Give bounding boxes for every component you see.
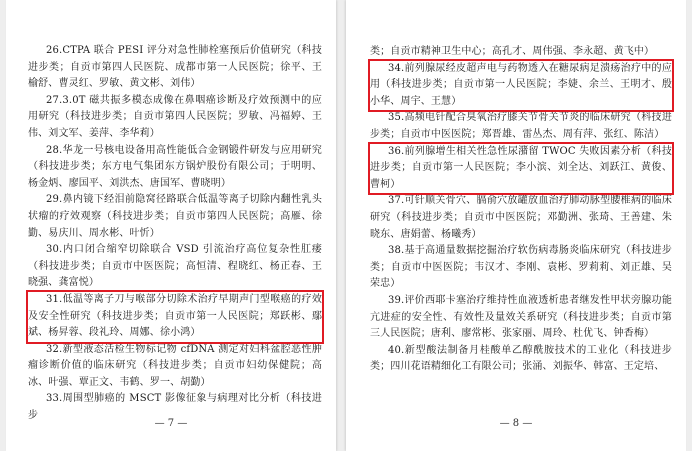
entry-38: 38.基于高通量数据挖掘治疗软伤病毒肠炎临床研究（科技进步类；自贡市中医医院；韦汉才、李刚、袁彬、罗莉莉、刘正雄、吴荣忠） — [370, 245, 672, 290]
entry-31-highlighted: 31.低温等离子刀与喉部分切除术治疗早期声门型喉癌的疗效及安全性研究（科技进步类；自贡市第一人民医院；郑跃彬、鄢斌、杨昇蓉、段礼玲、周娜、徐小鸿） — [28, 292, 322, 342]
document-page-left — [6, 0, 336, 451]
entry-39: 39.评价西耶卡塞治疗维持性血液透析患者继发性甲状旁腺功能亢进症的安全性、有效性及量效关系研究（科技进步类；自贡市第三人民医院；唐利、廖常彬、张家丽、周玲、杜优飞、钟香梅） — [370, 294, 672, 340]
page-number-left: — 7 — — [154, 418, 188, 429]
entry-36-highlighted: 36.前列腺增生相关性急性尿潴留 TWOC 失败因素分析（科技进步类；自贡市第一人民医院；李小滨、刘全达、刘跃江、黄俊、曹柯） — [370, 144, 672, 194]
entry-27: 27.3.0T 磁共振多模态成像在鼻咽癌诊断及疗效预测中的应用研究（科技进步类；自贡市第四人民医院；罗敏、冯福婷、王伟、刘文军、姜萍、李华莉） — [28, 94, 322, 139]
entry-30: 30.内口闭合缩窄切除联合 VSD 引流治疗高位复杂性肛瘘（科技进步类；自贡市中医医院；高恒清、程晓红、杨正春、王晓强、龚富悦） — [28, 244, 322, 289]
document-page-right — [346, 0, 686, 451]
entry-32: 32.新型液态活检生物标记物 cfDNA 测定对妇科盆腔恶性肿瘤诊断价值的临床研究（科技进步类；自贡市妇幼保健院；高冰、叶强、覃正文、韦鹤、罗一、胡勤） — [28, 343, 322, 388]
entry-40: 40.新型酸法制备月桂酸单乙醇酰胺技术的工业化（科技进步类；四川花语精细化工有限公司；张涌、刘振华、韩富、王定培、 — [370, 344, 672, 373]
entry-26: 26.CTPA 联合 PESI 评分对急性肺栓塞预后价值研究（科技进步类；自贡市第四人民医院、成都市第一人民医院；徐平、王榆舒、曹灵红、罗敏、黄文彬、刘伟） — [28, 45, 322, 90]
left-page-content — [28, 43, 322, 425]
right-page-content — [370, 44, 672, 376]
entry-29: 29.鼻内镜下经泪前隐窝径路联合低温等离子切除内翻性乳头状瘤的疗效观察（科技进步类；自贡市第四人民医院；高雁、徐勤、易庆川、周水彬、叶忻） — [28, 194, 322, 239]
entry-33-continuation: 类；自贡市精神卫生中心；高孔才、周伟强、李永超、黄飞中） — [370, 46, 655, 57]
entry-28: 28.华龙一号核电设备用高性能低合金钢锻件研发与应用研究（科技进步类；东方电气集团东方锅炉股份有限公司；于明明、杨金炳、廖国平、刘洪杰、唐国军、曹晓明） — [28, 144, 322, 189]
entry-33: 33.周围型肺癌的 MSCT 影像征象与病理对比分析（科技进步 — [28, 393, 322, 422]
entry-37: 37.可针顺关骨穴、膈俞穴放罐放血治疗肺动脉型腰椎病的临床研究（科技进步类；自贡市中医医院；邓勤洲、张琦、王善建、朱晓东、唐娟蕾、杨曦秀） — [370, 195, 672, 240]
entry-34-highlighted: 34.前列腺尿经皮超声电与药物透入在糖尿病足溃疡治疗中的应用（科技进步类；自贡市第一人民医院；李婕、余兰、王明才、殷小华、周宇、王慧） — [370, 61, 672, 111]
page-number-right: — 8 — — [499, 418, 533, 429]
entry-35: 35.高频电针配合臭氧治疗膝关节骨关节炎的临床研究（科技进步类；自贡市中医医院；郑晋雄、雷丛杰、周有萍、张红、陈洁） — [370, 112, 672, 140]
